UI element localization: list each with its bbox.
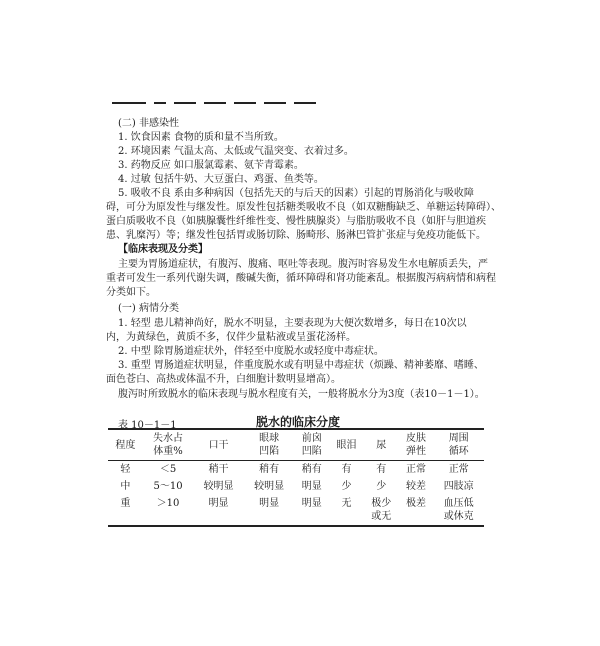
paragraph-line: 5. 吸收不良 系由多种病因（包括先天的与后天的因素）引起的胃肠消化与吸收障 [118,188,474,199]
subheading: (一) 病情分类 [118,303,179,314]
header-rule-segment [112,102,146,104]
table-cell: 极少 或无 [364,495,399,526]
section-heading: 【临床表现及分类】 [118,244,208,255]
table-cell: 有 [341,464,352,475]
paragraph-line: 重者可发生一系列代谢失调，酸碱失衡，循环障碍和肾功能紊乱。根据腹泻病病情和病程 [106,273,496,284]
table-header-row [108,429,484,461]
header-cell: 尿 [364,429,399,461]
header-cell: 失水占 体重% [143,429,194,461]
dehydration-table [108,428,484,527]
table-cell: 较差 [406,481,427,492]
table-cell: 重 [108,495,143,526]
paragraph-line: 患、乳糜泻）等；继发性包括胃或肠切除、肠畸形、肠淋巴管扩张症与免疫功能低下。 [106,230,486,241]
table-cell: 较明显 [203,481,234,492]
table-cell: 轻 [120,464,131,475]
paragraph-line: 碍，可分为原发性与继发性。原发性包括糖类吸收不良（如双糖酶缺乏、单糖运转障碍）、 [106,202,501,213]
header-rule-segment [154,102,166,104]
table-cell: 极差 [399,495,434,526]
table-cell: 少 [341,481,352,492]
table-cell: 少 [376,481,387,492]
paragraph-line: 内，为黄绿色，黄质不多，仅伴少量粘液或呈蛋花汤样。 [106,332,356,343]
table-row [108,461,484,479]
table-title: 脱水的临床分度 [256,415,341,429]
table-cell: 明显 [294,495,329,526]
paragraph-line: 腹泻时所致脱水的临床表现与脱水程度有关，一般将脱水分为3度（表10－1－1）。 [118,389,485,400]
table-caption: 表 10－1－1 [118,420,177,431]
header-cell: 眼泪 [329,429,364,461]
table-cell: 稍干 [208,464,229,475]
table-row [108,478,484,495]
header-rule-segment [264,102,286,104]
table-cell: 血压低 或休克 [433,495,484,526]
subheading: (二) 非感染性 [118,118,179,129]
paragraph-line: 1. 轻型 患儿精神尚好，脱水不明显，主要表现为大便次数增多，每日在10次以 [118,318,467,329]
table-cell: 5～10 [153,481,183,492]
header-cell: 眼球 凹陷 [244,429,295,461]
table-cell: 稍有 [301,464,322,475]
paragraph-line: 2. 中型 除胃肠道症状外，伴轻至中度脱水或轻度中毒症状。 [118,346,384,357]
table-cell: 稍有 [259,464,280,475]
table-cell: 明显 [301,481,322,492]
paragraph-line: 主要为胃肠道症状，有腹泻、腹痛、呕吐等表现。腹泻时容易发生水电解质丢失，严 [118,259,488,270]
header-cell: 程度 [108,429,143,461]
header-rule-segment [294,102,316,104]
table-cell: 有 [376,464,387,475]
table-cell: 无 [329,495,364,526]
table-row [108,495,484,526]
header-cell: 口干 [193,429,244,461]
header-rule-segment [204,102,226,104]
header-rule-segment [234,102,256,104]
paragraph-line: 蛋白质吸收不良（如胰腺囊性纤维性变、慢性胰腺炎）与脂肪吸收不良（如肝与胆道疾 [106,216,486,227]
table-cell: 明显 [244,495,295,526]
paragraph-line: 4. 过敏 包括牛奶、大豆蛋白、鸡蛋、鱼类等。 [118,174,324,185]
paragraph-line: 2. 环境因素 气温太高、太低或气温突变、衣着过多。 [118,146,354,157]
table-cell: 中 [120,481,131,492]
table-cell: 四肢凉 [443,481,474,492]
header-rule-segment [174,102,196,104]
paragraph-line: 3. 重型 胃肠道症状明显，伴重度脱水或有明显中毒症状（烦躁、精神萎靡、嗜睡、 [118,360,484,371]
table-cell: 正常 [406,464,427,475]
table-cell: 明显 [193,495,244,526]
table-cell: 正常 [448,464,469,475]
paragraph-line: 面色苍白、高热或体温不升，白细胞计数明显增高）。 [106,374,341,385]
paragraph-line: 3. 药物反应 如口服氯霉素、氨苄青霉素。 [118,160,304,171]
paragraph-line: 分类如下。 [106,287,156,298]
table-cell: ＜5 [159,464,177,475]
header-cell: 皮肤 弹性 [399,429,434,461]
paragraph-line: 1. 饮食因素 食物的质和量不当所致。 [118,132,284,143]
header-cell: 周围 循环 [433,429,484,461]
table-cell: ＞10 [143,495,194,526]
header-cell: 前囟 凹陷 [294,429,329,461]
table-cell: 较明显 [254,481,285,492]
